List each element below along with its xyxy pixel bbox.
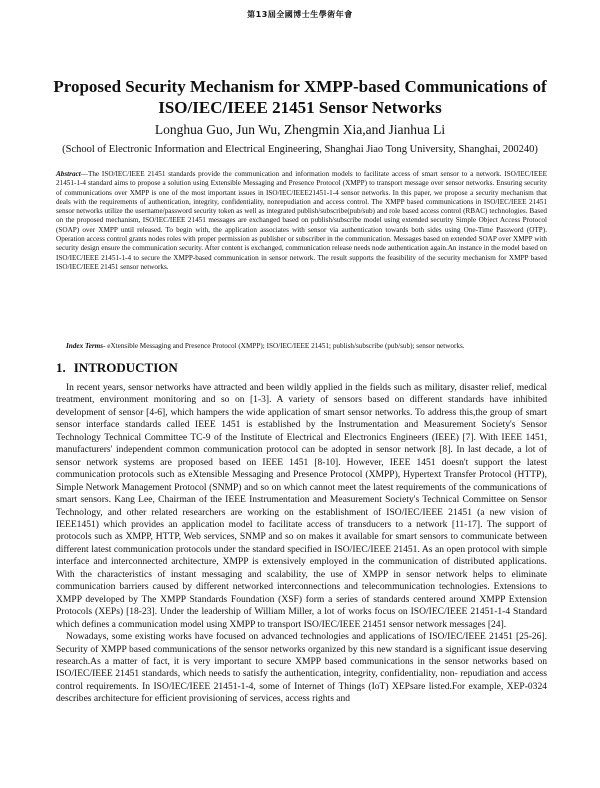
- paper-title: Proposed Security Mechanism for XMPP-based Communications of ISO/IEC/IEEE 21451 Sensor Networks: [53, 77, 547, 117]
- index-terms: [56, 342, 547, 351]
- section-title: INTRODUCTION: [73, 360, 178, 375]
- index-terms-label: Index Terms: [66, 342, 104, 350]
- author-list: Longhua Guo, Jun Wu, Zhengmin Xia,and Jianhua Li: [154, 122, 446, 137]
- affiliation: (School of Electronic Information and Electrical Engineering, Shanghai Jiao Tong University, Shanghai, 200240): [62, 144, 538, 155]
- section-heading-introduction: [56, 360, 178, 376]
- abstract: [56, 170, 547, 272]
- introduction-body: [56, 382, 547, 706]
- running-header: 第13屆全國博士生學術年會: [247, 10, 353, 19]
- section-number: 1.: [56, 360, 66, 375]
- abstract-label: Abstract: [56, 170, 81, 178]
- index-terms-text: - eXtensible Messaging and Presence Protocol (XMPP); ISO/IEC/IEEE 21451; publish/subscribe (pub/sub); sensor networks.: [103, 342, 465, 350]
- abstract-text: —The ISO/IEC/IEEE 21451 standards provide the communication and information models to facilitate access of smart sensor to a network. ISO/IEC/IEEE 21451-1-4 standard aims to propose a solution using Extensible Messaging and Presence Protocol (XMPP) to transport message over sensor networks. Ensuring security of communications over XMPP is one of the most important issues in ISO/IEC/IEEE21451-1-4 sensor networks. In this paper, we propose a security mechanism that deals with the requirements of authentication, integrity, confidentiality, nonrepudiation and access control. The XMPP based communications in ISO/IEC/IEEE 21451 sensor networks utilize the username/password security token as well as integrated publish/subscribe(pub/sub) and role based access control (RBAC) technologies. Based on the proposed mechanism, ISO/IEC/IEEE 21451 messages are exchanged based on publish/subscribe model using extended security Simple Object Access Protocol (SOAP) over XMPP until released. To begin with, the application associates with sensor via authentication towards both sides using One-Time Password (OTP). Operation access control grants nodes roles with proper permission as publisher or subscriber in the communication. Messages based on extended SOAP over XMPP with security design ensure the communication security. After content is exchanged, communication release needs node authentication again.An instance in the model based on ISO/IEC/IEEE 21451-1-4 to secure the XMPP-based communication in sensor network. The result supports the feasibility of the security mechanism for XMPP based ISO/IEC/IEEE 21451 sensor networks.: [56, 170, 547, 271]
- body-paragraph: In recent years, sensor networks have attracted and been wildly applied in the fields such as military, disaster relief, medical treatment, environment monitoring and so on [1-3]. A variety of sensors based on different standards have inhibited development of sensor [4-6], which hampers the wide application of smart sensor networks. To address this,the group of smart sensor interface standards called IEEE 1451 is established by the Instrumentation and Measurement Society's Sensor Technology Technical Committee TC-9 of the Institute of Electrical and Electronics Engineers (IEEE) [7]. With IEEE 1451, manufacturers' independent common communication protocol can be adopted in sensor network [8]. In last decade, a lot of sensor network systems are proposed based on IEEE 1451 [8-10]. However, IEEE 1451 doesn't support the latest communication protocols such as eXtensible Messaging and Presence Protocol (XMPP), Hypertext Transfer Protocol (HTTP), Simple Network Management Protocol (SNMP) and so on which cannot meet the latest requirements of the communications of smart sensors. Kang Lee, Chairman of the IEEE Instrumentation and Measurement Society's Technical Committee on Sensor Technology, and other related researchers are working on the establishment of ISO/IEC/IEEE 21451 (a new vision of IEEE1451) which provides an application model to facilitate access of transducers to a network [11-17]. The support of protocols such as XMPP, HTTP, Web services, SNMP and so on makes it available for smart sensors to communicate between different latest communication protocols under the standard specified in ISO/IEC/IEEE 21451. As an open protocol with simple interface and interconnected architecture, XMPP is extensively employed in the communication of distributed applications. With the characteristics of instant messaging and scalability, the use of XMPP in sensor network helps to eliminate communication barriers caused by different networked interconnections and telecommunication technologies. Extensions to XMPP developed by The XMPP Standards Foundation (XSF) form a series of standards centered around XMPP Extension Protocols (XEPs) [18-23]. Under the leadership of William Miller, a lot of works focus on ISO/IEC/IEEE 21451-1-4 Standard which defines a communication model using XMPP to transport ISO/IEC/IEEE 21451 sensor network messages [24].: [56, 382, 547, 630]
- body-paragraph: Nowadays, some existing works have focused on advanced technologies and applications of ISO/IEC/IEEE 21451 [25-26]. Security of XMPP based communications of the sensor networks organized by this new standard is a significant issue deserving research.As a matter of fact, it is very important to secure XMPP based communications in the sensor networks based on ISO/IEC/IEEE 21451 standards, which needs to satisfy the authentication, integrity, confidentiality, non- repudiation and access control requirements. In ISO/IEC/IEEE 21451-1-4, some of Internet of Things (IoT) XEPsare listed.For example, XEP-0324 describes architecture for efficient provisioning of services, access rights and: [56, 631, 547, 705]
